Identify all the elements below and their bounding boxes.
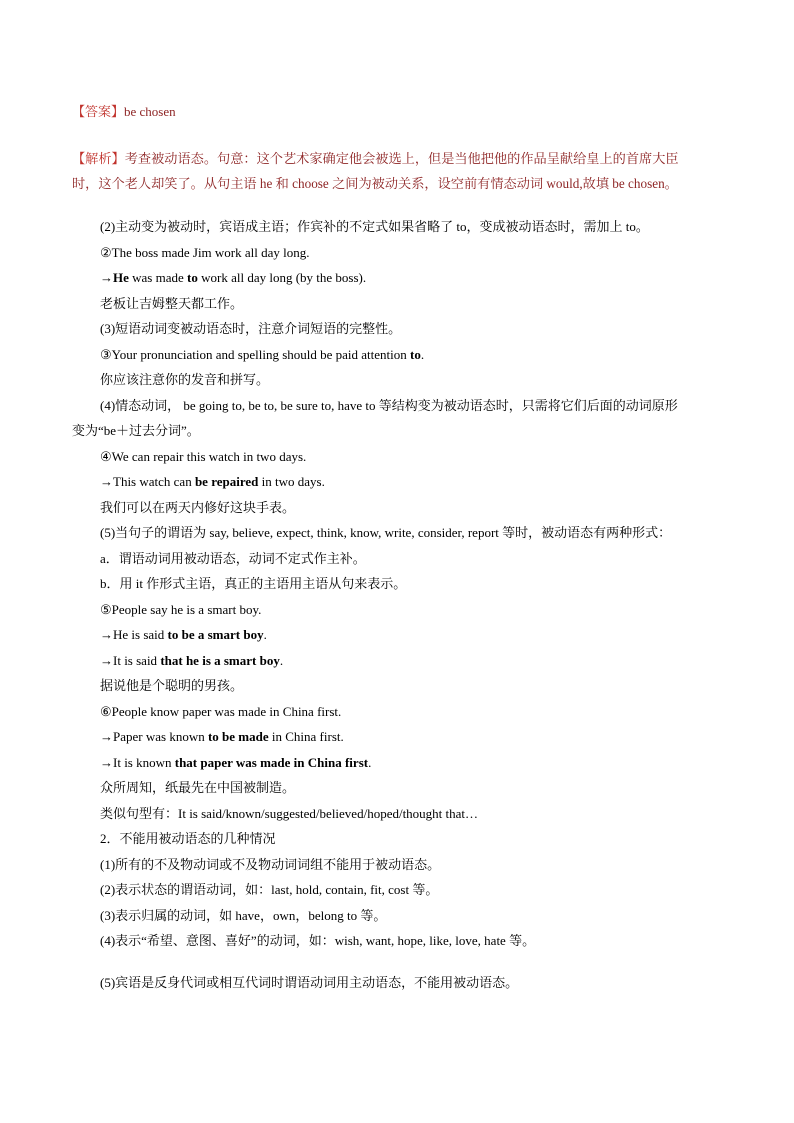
rule-4-line-2: 变为“be＋过去分词”。 [72, 423, 200, 438]
example-5-translation: 据说他是个聪明的男孩。 [100, 678, 244, 693]
analysis-line-2: 时，这个老人却笑了。从句主语 he 和 choose 之间为被动关系，设空前有情态动词 would,故填 be chosen。 [72, 176, 678, 191]
rule-5: (5)当句子的谓语为 say, believe, expect, think, know, write, consider, report 等时，被动语态有两种形式： [100, 525, 672, 540]
example-4-translation: 我们可以在两天内修好这块手表。 [100, 499, 296, 515]
rule-5-b: b．用 it 作形式主语，真正的主语用主语从句来表示。 [100, 576, 407, 591]
rule-5-a: a．谓语动词用被动语态，动词不定式作主补。 [100, 550, 366, 566]
example-4-passive: →This watch can be repaired in two days. [100, 474, 325, 489]
grammar-body [72, 214, 722, 995]
example-6-passive-2: →It is known that paper was made in China first. [100, 754, 372, 770]
example-5-passive-1: →He is said to be a smart boy. [100, 627, 267, 642]
example-6-translation: 众所周知，纸最先在中国被制造。 [100, 780, 296, 795]
rule-3: (3)短语动词变被动语态时，注意介词短语的完整性。 [100, 321, 402, 336]
section-2-title: 2．不能用被动语态的几种情况 [100, 831, 276, 846]
section-2-item-3: (3)表示归属的动词，如 have，own，belong to 等。 [100, 907, 387, 923]
section-2-item-4: (4)表示“希望、意图、喜好”的动词，如：wish, want, hope, like, love, hate 等。 [100, 933, 536, 948]
example-2: ②The boss made Jim work all day long. [100, 244, 310, 260]
analysis-line-1: 【解析】考查被动语态。句意：这个艺术家确定他会被选上，但是当他把他的作品呈献给皇上的首席大臣 [72, 151, 679, 166]
spacer [72, 954, 722, 970]
example-6: ⑥People know paper was made in China first. [100, 703, 342, 719]
analysis-tag: 【解析】 [72, 151, 125, 166]
example-4: ④We can repair this watch in two days. [100, 448, 307, 464]
example-6-passive-1: →Paper was known to be made in China first. [100, 729, 344, 744]
example-2-passive: →He was made to work all day long (by the boss). [100, 270, 367, 285]
example-5: ⑤People say he is a smart boy. [100, 601, 262, 617]
analysis-paragraph [72, 146, 724, 196]
similar-patterns: 类似句型有：It is said/known/suggested/believed/hoped/thought that… [100, 805, 479, 821]
example-3: ③Your pronunciation and spelling should be paid attention to. [100, 346, 425, 362]
section-2-item-5: (5)宾语是反身代词或相互代词时谓语动词用主动语态，不能用被动语态。 [100, 974, 519, 990]
rule-2: (2)主动变为被动时，宾语成主语；作宾补的不定式如果省略了 to，变成被动语态时，需加上 to。 [100, 219, 649, 234]
answer-tag: 【答案】 [72, 104, 125, 119]
section-2-item-1: (1)所有的不及物动词或不及物动词词组不能用于被动语态。 [100, 856, 441, 872]
rule-4-line-1: (4)情态动词， be going to, be to, be sure to, have to 等结构变为被动语态时，只需将它们后面的动词原形 [100, 397, 678, 413]
example-2-translation: 老板让吉姆整天都工作。 [100, 295, 244, 311]
answer-line [72, 101, 176, 123]
section-2-item-2: (2)表示状态的谓语动词，如：last, hold, contain, fit, cost 等。 [100, 882, 439, 897]
answer-text: be chosen [124, 104, 176, 119]
example-5-passive-2: →It is said that he is a smart boy. [100, 652, 284, 668]
example-3-translation: 你应该注意你的发音和拼写。 [100, 372, 270, 387]
